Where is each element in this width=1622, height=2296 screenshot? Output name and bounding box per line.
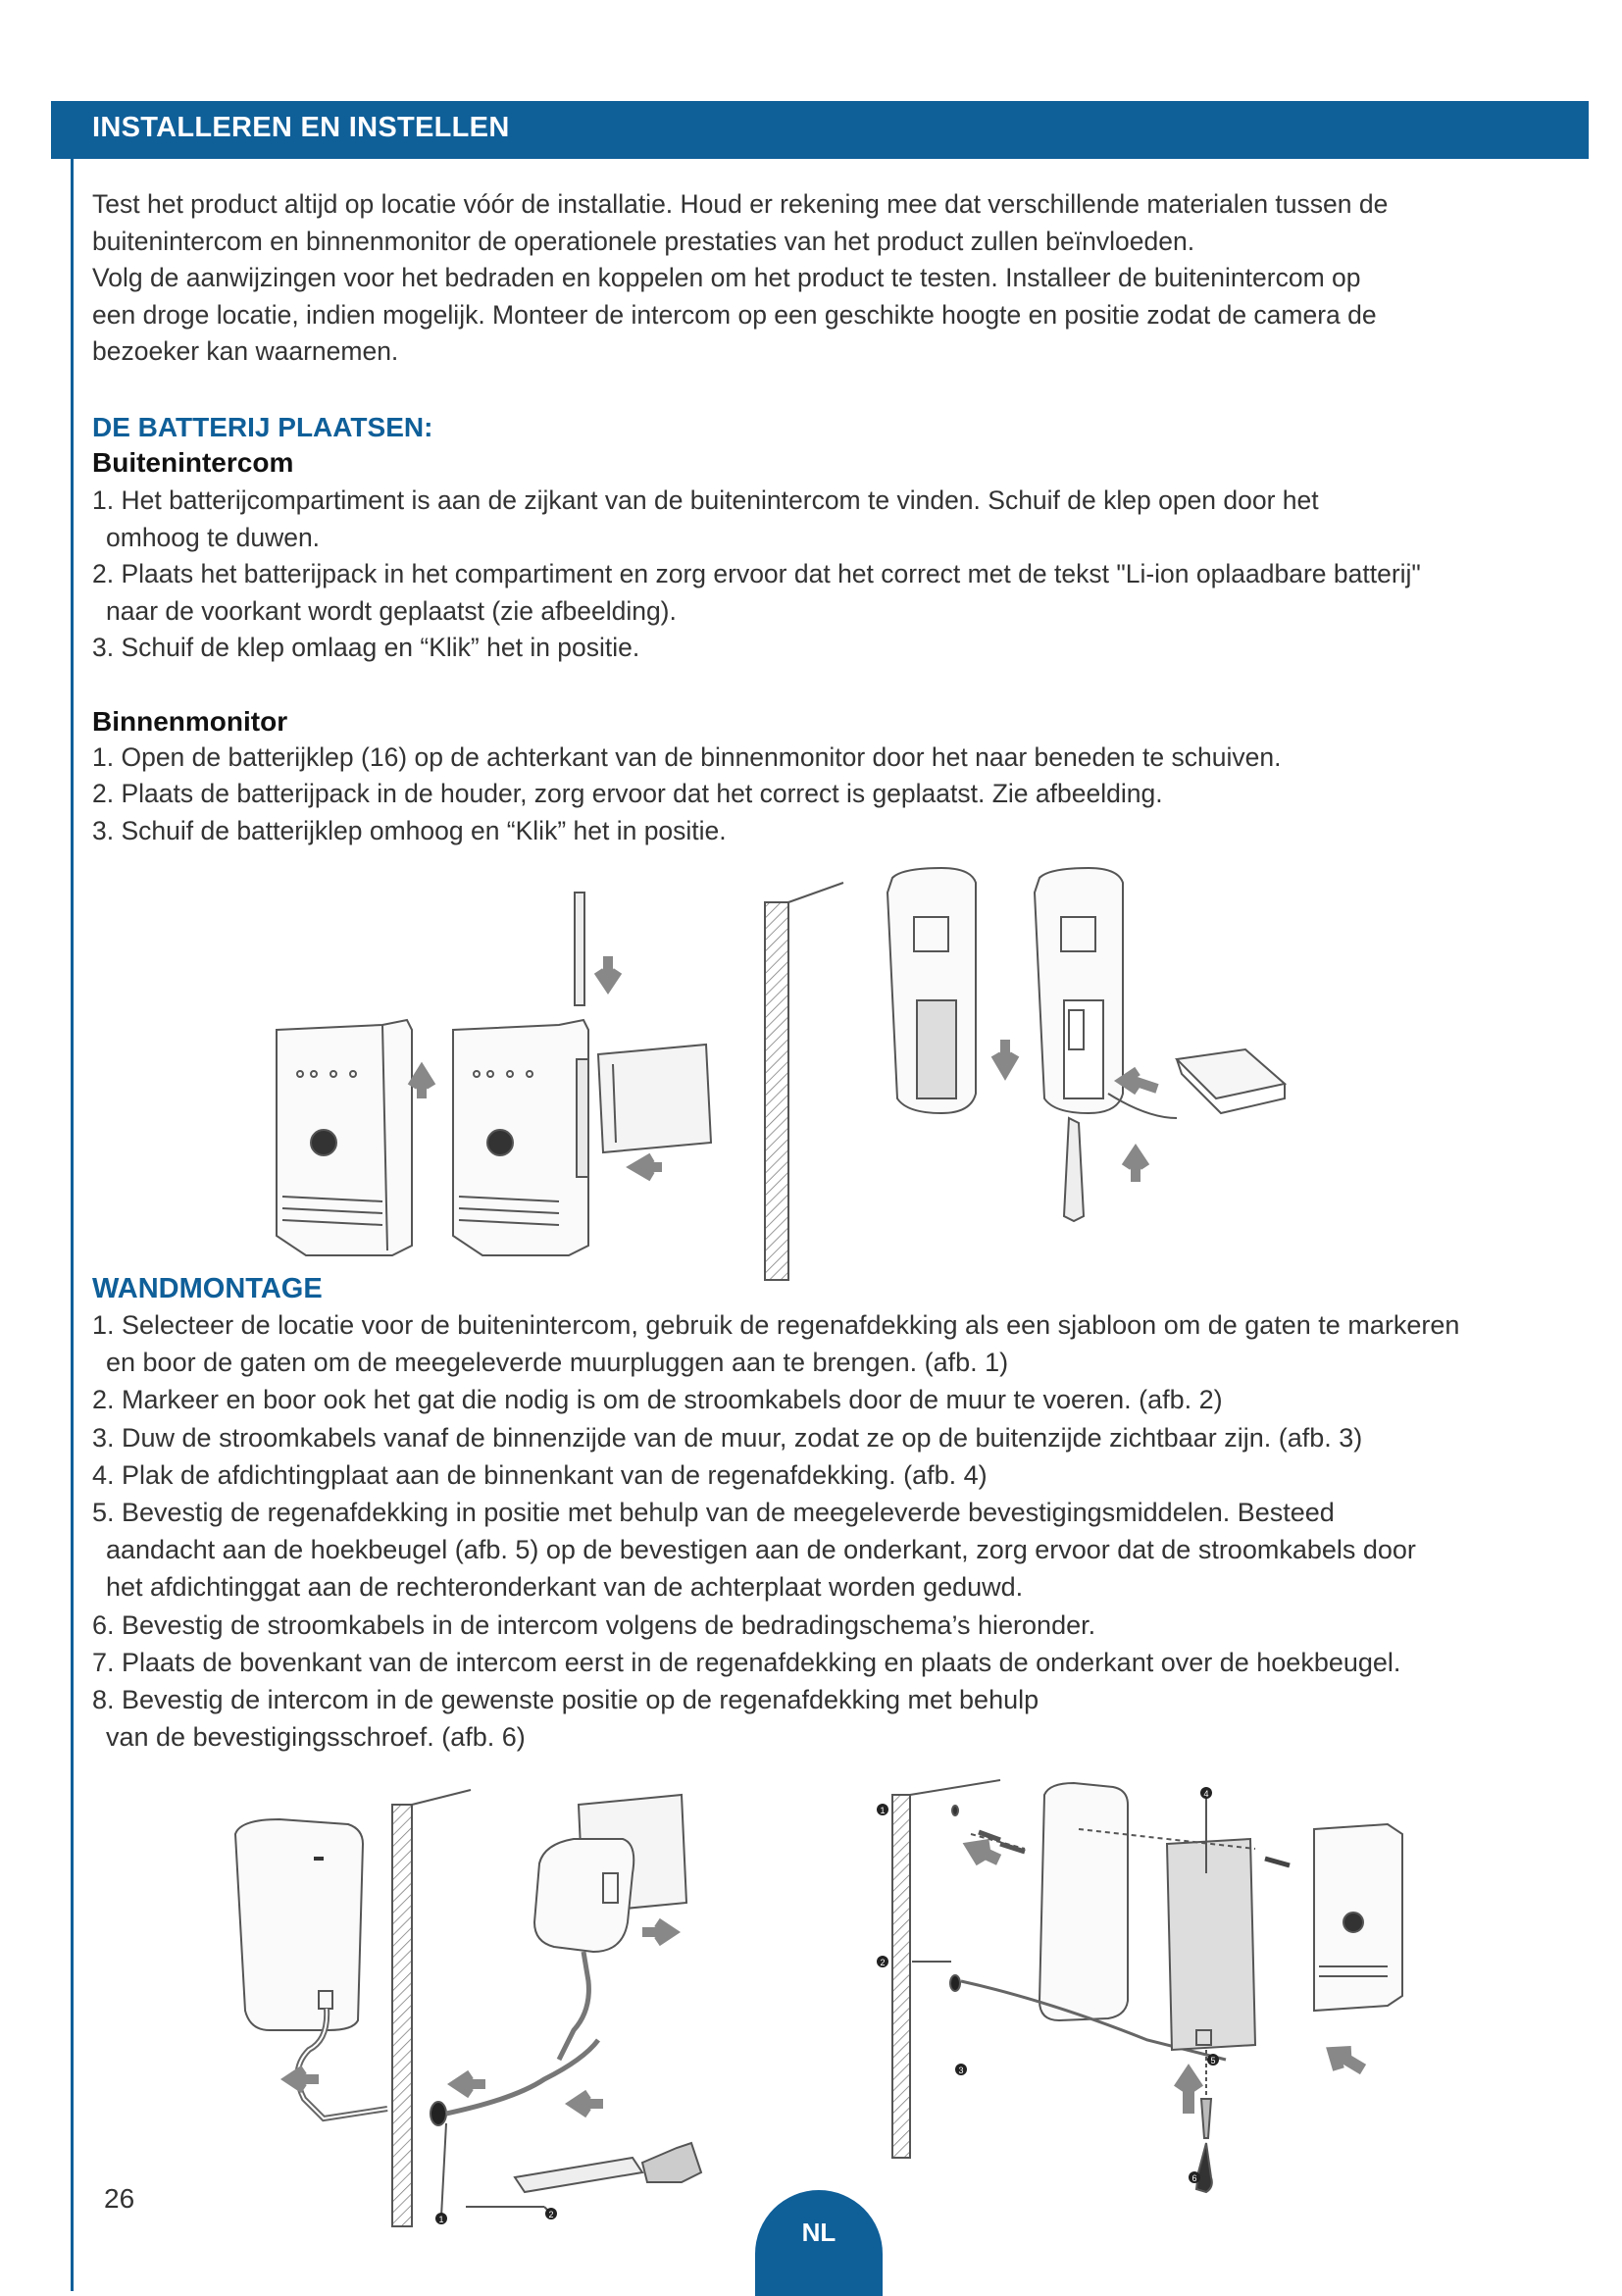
arrow-up-icon xyxy=(1179,2074,1198,2114)
rain-cover-illustration xyxy=(235,1819,363,2030)
outdoor-unit-illustration xyxy=(453,1020,588,1255)
arrow-up-left-icon xyxy=(1334,2052,1363,2069)
callout-number: 1 xyxy=(438,2215,444,2224)
section-title: INSTALLEREN EN INSTELLEN xyxy=(92,112,510,143)
wall-heading: WANDMONTAGE xyxy=(92,1273,323,1304)
wall-illustration xyxy=(892,1795,910,2158)
step-line: 6. Bevestig de stroomkabels in de intercom volgens de bedradingschema’s hieronder. xyxy=(92,1609,1096,1640)
battery-cover-illustration xyxy=(575,893,584,1005)
outdoor-step xyxy=(92,630,1583,667)
step-line: 1. Het batterijcompartiment is aan de zijkant van de buitenintercom te vinden. Schuif de klep open door het xyxy=(92,485,1319,515)
indoor-step: 3. Schuif de batterijklep omhoog en “Klik” het in positie. xyxy=(92,815,727,845)
indoor-monitor-illustration xyxy=(887,868,976,1113)
arrow-right-icon xyxy=(642,1922,672,1942)
arrow-down-icon xyxy=(995,1040,1015,1071)
sealing-plate-illustration xyxy=(1167,1839,1255,2050)
wall-step xyxy=(92,1456,1593,1494)
step-line: 1. Selecteer de locatie voor de buitenintercom, gebruik de regenafdekking als een sjabloon om de gaten te markeren xyxy=(92,1310,1460,1340)
wall-step xyxy=(92,1644,1593,1681)
step-line: 4. Plak de afdichtingplaat aan de binnenkant van de regenafdekking. (afb. 4) xyxy=(92,1459,988,1490)
battery-illustration xyxy=(265,863,1324,1285)
indoor-step: 2. Plaats de batterijpack in de houder, zorg ervoor dat het correct is geplaatst. Zie afbeelding. xyxy=(92,779,1163,808)
intro-line: bezoeker kan waarnemen. xyxy=(92,336,399,366)
arrow-left-icon xyxy=(456,2074,485,2094)
step-line: 2. Plaats het batterijpack in het compartiment en zorg ervoor dat het correct met de tekst "Li-ion oplaadbare batterij" xyxy=(92,559,1421,588)
step-line: 3. Schuif de klep omlaag en “Klik” het in positie. xyxy=(92,633,640,662)
callout-group xyxy=(435,2208,557,2224)
wall-step xyxy=(92,1681,1593,1756)
callout-number: 6 xyxy=(1191,2173,1197,2183)
battery-section xyxy=(92,410,1583,849)
wall-step xyxy=(92,1306,1593,1381)
wall-step xyxy=(92,1381,1593,1418)
drill-bit-illustration xyxy=(515,2158,642,2192)
screwdriver-illustration xyxy=(1196,2143,1212,2192)
language-tab-label: NL xyxy=(801,2218,836,2247)
rain-cover-illustration xyxy=(1039,1783,1128,2020)
step-line: 2. Markeer en boor ook het gat die nodig is om de stroomkabels door de muur te voeren. (afb. 2) xyxy=(92,1385,1223,1415)
intro-line: buitenintercom en binnenmonitor de operationele prestaties van het product zullen beïnvloeden. xyxy=(92,226,1195,256)
step-line: 7. Plaats de bovenkant van de intercom eerst in de regenafdekking en plaats de onderkant over de hoekbeugel. xyxy=(92,1647,1401,1677)
section-header-bar xyxy=(51,101,1589,159)
intro-line: Volg de aanwijzingen voor het bedraden en koppelen om het product te testen. Installeer de buitenintercom op xyxy=(92,263,1361,292)
outdoor-heading: Buitenintercom xyxy=(92,447,294,478)
arrow-up-icon xyxy=(1126,1152,1145,1182)
intro-line: een droge locatie, indien mogelijk. Monteer de intercom op een geschikte hoogte en positie zodat de camera de xyxy=(92,299,1377,330)
drill-illustration xyxy=(642,2143,701,2182)
power-adapter-illustration xyxy=(534,1839,634,1952)
indoor-heading: Binnenmonitor xyxy=(92,705,288,737)
arrow-left-icon xyxy=(1123,1071,1157,1091)
page-number: 26 xyxy=(104,2183,135,2214)
battery-pack-illustration xyxy=(1177,1049,1285,1098)
callout-number: 2 xyxy=(880,1958,886,1967)
outdoor-step xyxy=(92,556,1583,630)
intro-line: Test het product altijd op locatie vóór de installatie. Houd er rekening mee dat verschillende materialen tussen de xyxy=(92,189,1389,219)
left-margin-rule xyxy=(71,159,74,2291)
step-line: naar de voorkant wordt geplaatst (zie afbeelding). xyxy=(106,595,677,626)
wall-mount-exploded-illustration xyxy=(853,1775,1442,2207)
intro-paragraph xyxy=(92,186,1583,371)
arrow-left-icon xyxy=(968,1839,1003,1869)
callout-number: 1 xyxy=(880,1806,886,1815)
step-line: 5. Bevestig de regenafdekking in positie met behulp van de meegeleverde bevestigingsmiddelen. Besteed xyxy=(92,1498,1335,1528)
callout-number: 5 xyxy=(1210,2056,1216,2066)
wall-illustration xyxy=(392,1805,412,2226)
wall-step xyxy=(92,1494,1593,1607)
arrow-left-icon xyxy=(289,2069,319,2089)
step-line: van de bevestigingsschroef. (afb. 6) xyxy=(106,1722,526,1753)
outdoor-step xyxy=(92,483,1583,556)
arrow-down-icon xyxy=(598,956,618,986)
step-line: aandacht aan de hoekbeugel (afb. 5) op de bevestigen aan de onderkant, zorg ervoor dat de stroomkabels door xyxy=(106,1535,1416,1565)
arrow-left-icon xyxy=(635,1157,662,1177)
screw-illustration xyxy=(1201,2099,1211,2138)
battery-cover-illustration xyxy=(1064,1118,1084,1221)
wall-step xyxy=(92,1419,1593,1456)
arrow-up-icon xyxy=(412,1071,431,1098)
step-line: omhoog te duwen. xyxy=(106,522,321,552)
power-cable-illustration xyxy=(221,1785,750,2236)
step-line: het afdichtinggat aan de rechteronderkant van de achterplaat worden geduwd. xyxy=(106,1572,1024,1603)
step-line: en boor de gaten om de meegeleverde muurpluggen aan te brengen. (afb. 1) xyxy=(106,1348,1009,1378)
indoor-monitor-illustration xyxy=(1035,868,1123,1113)
wall-illustration xyxy=(765,902,788,1280)
wall-step xyxy=(92,1607,1593,1644)
callout-number: 2 xyxy=(548,2210,554,2219)
callout-number: 4 xyxy=(1203,1789,1209,1799)
indoor-step: 1. Open de batterijklep (16) op de achterkant van de binnenmonitor door het naar beneden te schuiven. xyxy=(92,741,1282,772)
outdoor-unit-illustration xyxy=(277,1020,412,1255)
arrow-left-icon xyxy=(574,2094,603,2114)
step-line: 3. Duw de stroomkabels vanaf de binnenzijde van de muur, zodat ze op de buitenzijde zichtbaar zijn. (afb. 3) xyxy=(92,1422,1363,1453)
callout-number: 3 xyxy=(958,2066,964,2075)
battery-heading: DE BATTERIJ PLAATSEN: xyxy=(92,412,433,442)
wall-mount-section xyxy=(92,1271,1593,1756)
step-line: 8. Bevestig de intercom in de gewenste positie op de regenafdekking met behulp xyxy=(92,1685,1039,1715)
